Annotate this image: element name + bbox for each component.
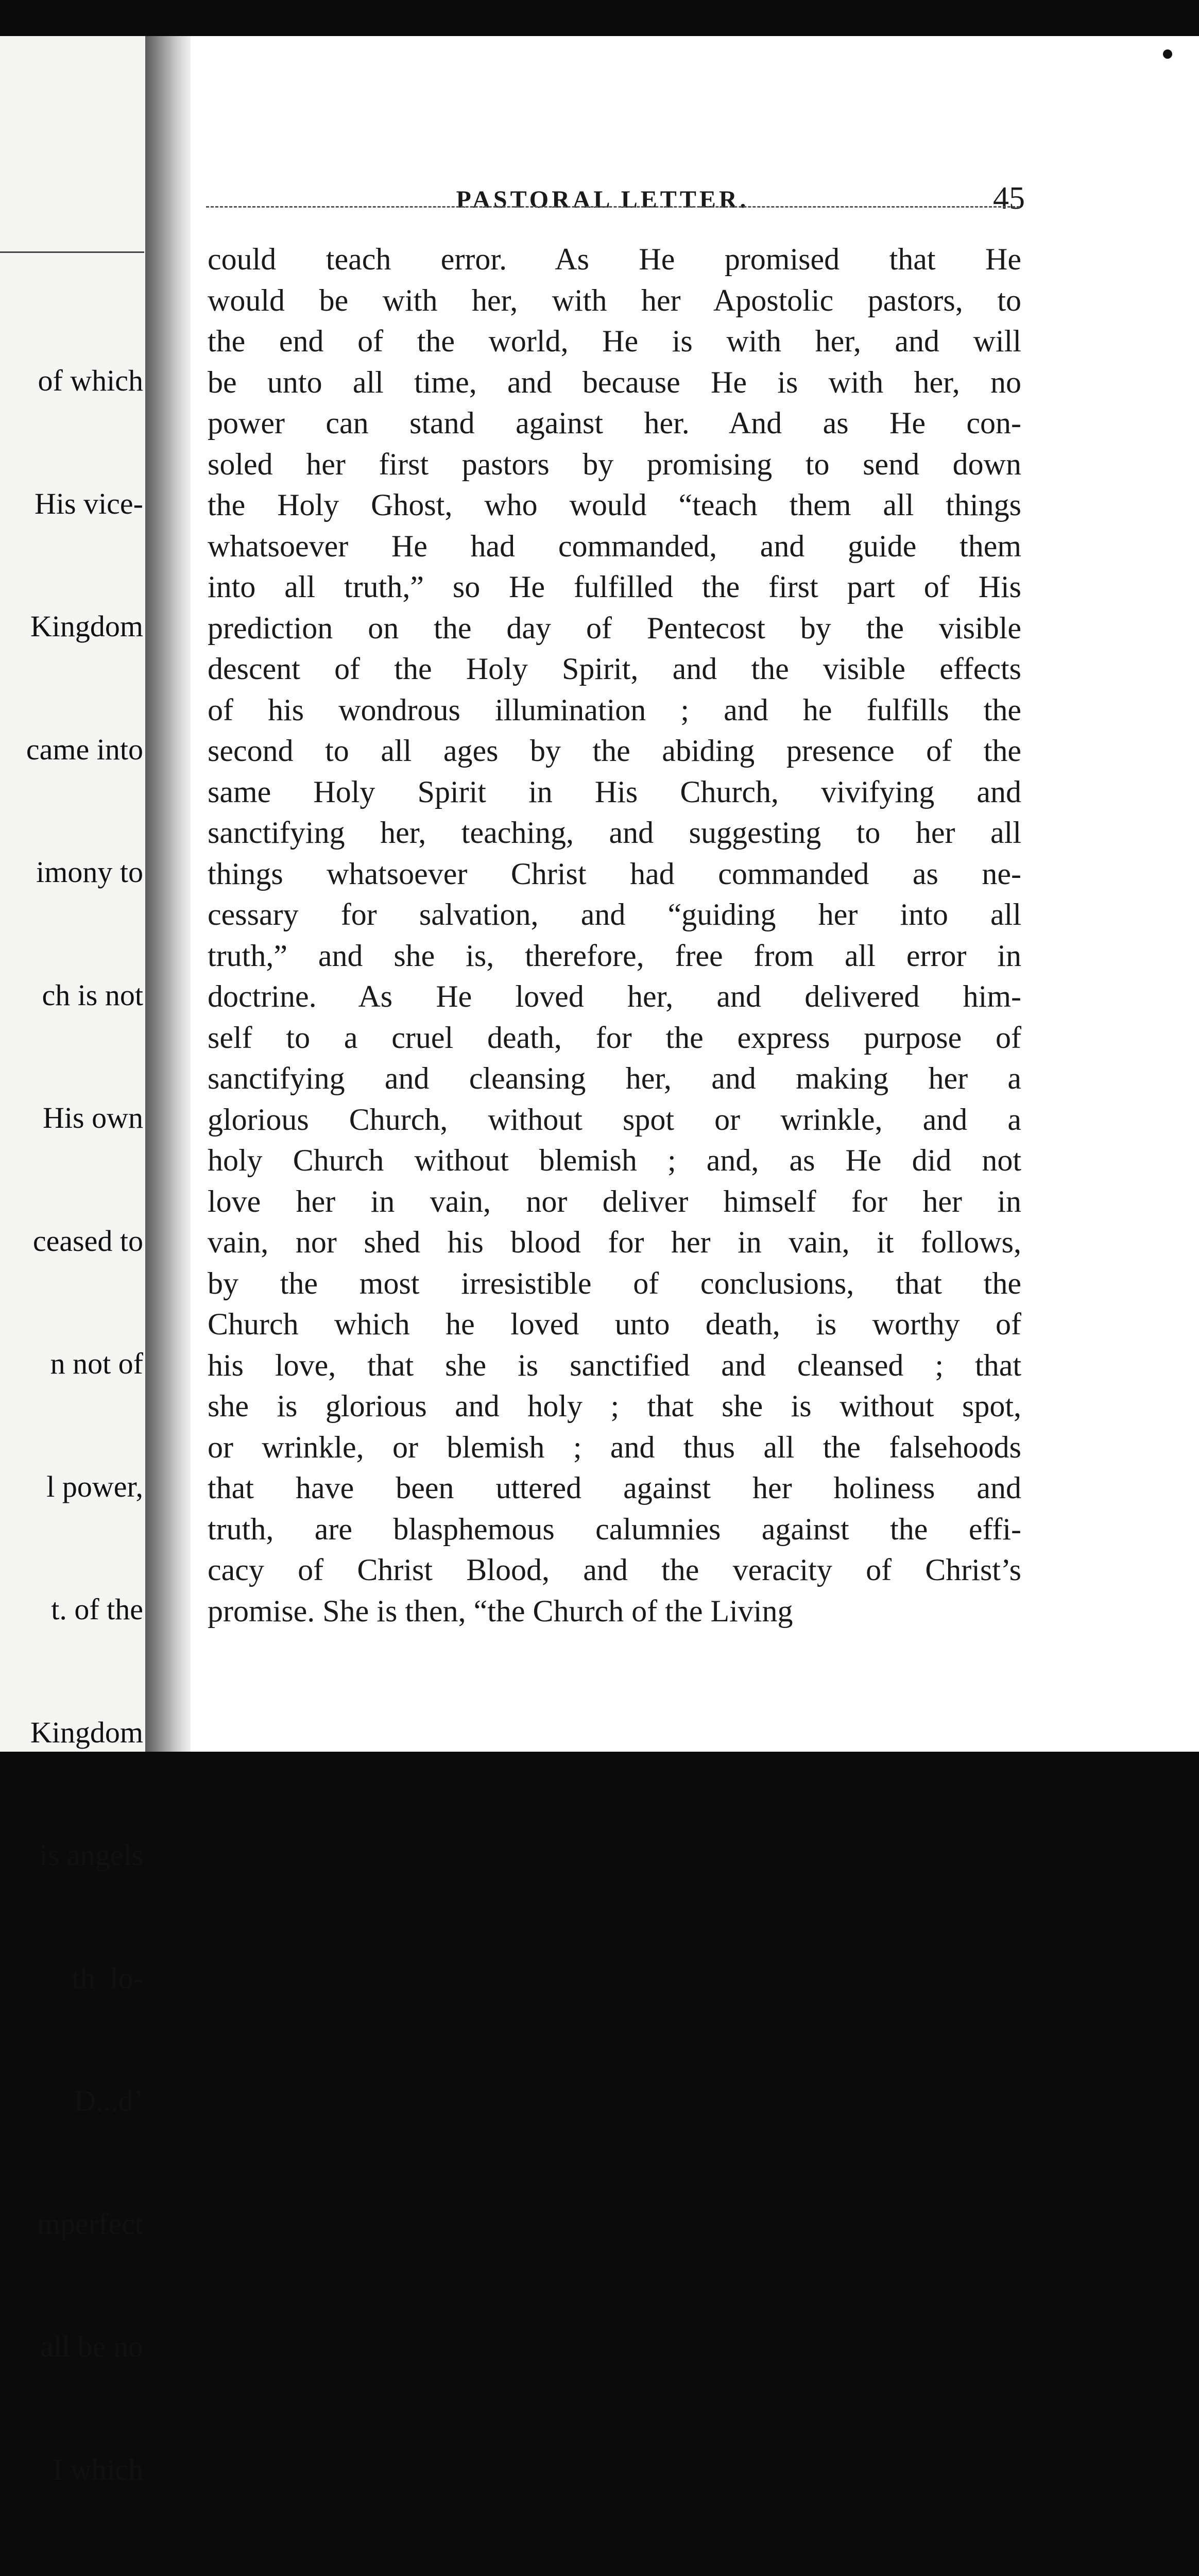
text-line: second to all ages by the abiding presence of the (208, 734, 1021, 768)
left-line: n not of (50, 1347, 143, 1380)
text-line: soled her first pastors by promising to send down (208, 447, 1021, 481)
left-line: of which (38, 364, 143, 397)
text-line: would be with her, with her Apostolic pastors, to (208, 283, 1021, 317)
left-line: th lo- (72, 1961, 143, 1995)
text-line: promise. She is then, “the Church of the Living (208, 1594, 793, 1628)
text-line: the end of the world, He is with her, and will (208, 324, 1021, 358)
left-line: His own (43, 1101, 143, 1134)
left-line: D...d’ (74, 2084, 143, 2117)
text-line: doctrine. As He loved her, and delivered him- (208, 979, 1021, 1013)
text-line: self to a cruel death, for the express purpose of (208, 1020, 1021, 1055)
left-page-rule (0, 251, 144, 253)
left-line: I which (53, 2452, 143, 2486)
text-line: holy Church without blemish ; and, as He did not (208, 1143, 1021, 1177)
text-line: glorious Church, without spot or wrinkle, and a (208, 1102, 1021, 1137)
left-line: His vice- (35, 486, 143, 520)
right-page (191, 36, 1199, 1752)
text-line: into all truth,” so He fulfilled the first part of His (208, 570, 1021, 604)
left-line: t. of the (51, 1592, 143, 1626)
text-line: by the most irresistible of conclusions, that the (208, 1266, 1021, 1300)
header-rule (206, 206, 1020, 208)
left-line: ceased to (32, 1224, 143, 1258)
text-line: same Holy Spirit in His Church, vivifying and (208, 774, 1021, 809)
left-line: came into (26, 732, 143, 766)
left-page-fragment (0, 36, 155, 2486)
text-line: truth,” and she is, therefore, free from all error in (208, 938, 1021, 973)
left-page-text (26, 278, 143, 2576)
left-line: l power, (46, 1469, 143, 1503)
book-gutter (145, 36, 192, 1752)
text-line: be unto all time, and because He is with her, no (208, 365, 1021, 399)
left-line: all be no (40, 2330, 143, 2363)
left-line: Kingdom (30, 609, 143, 643)
page-header (191, 181, 1199, 222)
body-text (208, 239, 1021, 1632)
text-line: cessary for salvation, and “guiding her into all (208, 897, 1021, 931)
text-line: prediction on the day of Pentecost by the visible (208, 611, 1021, 645)
text-line: things whatsoever Christ had commanded as ne- (208, 856, 1021, 891)
text-line: vain, nor shed his blood for her in vain, it follows, (208, 1225, 1021, 1259)
text-line: could teach error. As He promised that He (208, 242, 1021, 276)
text-line: whatsoever He had commanded, and guide them (208, 529, 1021, 563)
text-line: of his wondrous illumination ; and he fulfills the (208, 692, 1021, 727)
text-line: his love, that she is sanctified and cleansed ; that (208, 1348, 1021, 1382)
ink-speck (1163, 49, 1172, 59)
running-head: PASTORAL LETTER. (456, 186, 749, 213)
text-line: truth, are blasphemous calumnies against the effi- (208, 1512, 1021, 1546)
text-line: that have been uttered against her holiness and (208, 1471, 1021, 1505)
left-line: Kingdom (30, 1715, 143, 1749)
text-line: cacy of Christ Blood, and the veracity of Christ’s (208, 1553, 1021, 1587)
left-line: is angels (39, 1838, 143, 1872)
page-number: 45 (993, 181, 1025, 216)
text-line: Church which he loved unto death, is worthy of (208, 1307, 1021, 1341)
text-line: sanctifying and cleansing her, and making her a (208, 1061, 1021, 1095)
left-line: imony to (36, 855, 143, 889)
text-line: or wrinkle, or blemish ; and thus all the falsehoods (208, 1430, 1021, 1464)
left-line (26, 2572, 143, 2576)
text-line: power can stand against her. And as He con- (208, 406, 1021, 440)
text-line: descent of the Holy Spirit, and the visible effects (208, 652, 1021, 686)
text-line: she is glorious and holy ; that she is without spot, (208, 1389, 1021, 1423)
text-line: love her in vain, nor deliver himself for her in (208, 1184, 1021, 1218)
text-line: the Holy Ghost, who would “teach them all things (208, 488, 1021, 522)
text-line: sanctifying her, teaching, and suggesting to her all (208, 816, 1021, 850)
left-line: ch is not (42, 978, 143, 1012)
left-line: mperfect (37, 2207, 143, 2241)
